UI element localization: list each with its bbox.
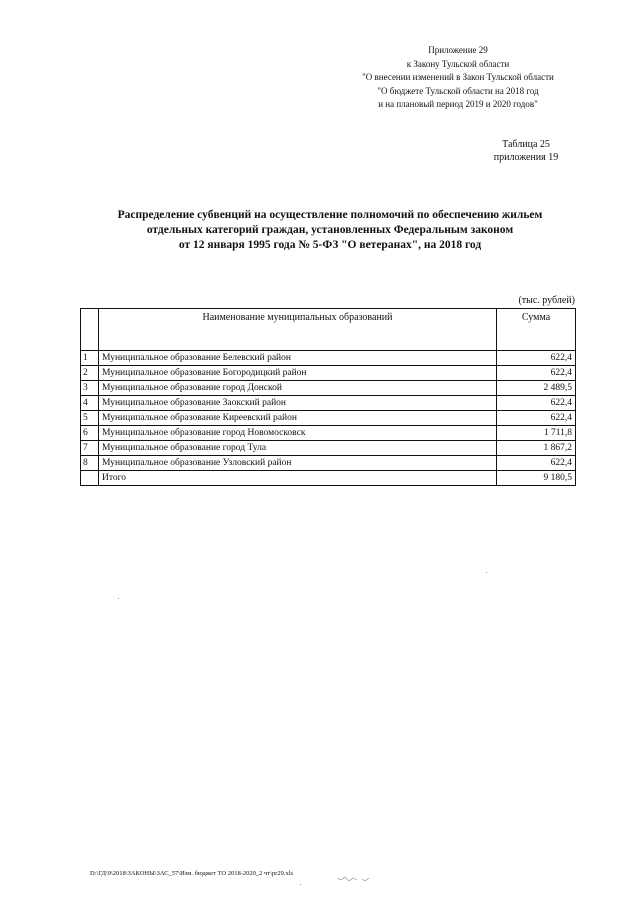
header-name-cell: Наименование муниципальных образований [99,309,497,351]
table-row [81,381,576,396]
table-row [81,456,576,471]
table-row [81,426,576,441]
scan-artifact-icon [336,876,372,882]
title-line-1: Распределение субвенций на осуществление полномочий по обеспечению жильем [117,209,543,221]
row-num: 2 [81,366,99,381]
title-line-3: от 12 января 1995 года № 5-ФЗ "О ветеранах", на 2018 год [178,239,482,251]
row-num: 7 [81,441,99,456]
row-sum: 1 867,2 [497,441,576,456]
table-header-row [81,309,576,351]
header-num-cell [81,309,99,351]
row-num: 5 [81,411,99,426]
appendix-line-2: к Закону Тульской области [406,58,510,69]
appendix-line-5: и на плановый период 2019 и 2020 годов" [378,99,538,109]
appendix-line-3: "О внесении изменений в Закон Тульской области [362,72,554,82]
row-sum: 2 489,5 [497,381,576,396]
row-sum: 622,4 [497,396,576,411]
table-body [81,351,576,486]
row-name: Муниципальное образование Белевский район [99,351,497,366]
subsidy-table [80,308,576,486]
appendix-header [352,44,564,112]
total-num-cell [81,471,99,486]
title-line-2: отдельных категорий граждан, установленных Федеральным законом [146,224,514,236]
row-num: 8 [81,456,99,471]
row-name: Муниципальное образование город Тула [99,441,497,456]
table-row [81,396,576,411]
table-row [81,411,576,426]
row-name: Муниципальное образование Заокский район [99,396,497,411]
table-total-row [81,471,576,486]
row-sum: 622,4 [497,411,576,426]
table-row [81,351,576,366]
units-label: (тыс. рублей) [518,295,575,306]
row-sum: 1 711,8 [497,426,576,441]
row-name: Муниципальное образование Узловский район [99,456,497,471]
row-sum: 622,4 [497,366,576,381]
table-ref-line-2: приложения 19 [493,152,559,163]
table-row [81,366,576,381]
table-row [81,441,576,456]
row-name: Муниципальное образование город Новомосковск [99,426,497,441]
total-label: Итого [99,471,497,486]
row-num: 6 [81,426,99,441]
appendix-line-1: Приложение 29 [428,45,488,55]
total-sum: 9 180,5 [497,471,576,486]
table-ref-line-1: Таблица 25 [502,139,550,150]
appendix-line-4: "О бюджете Тульской области на 2018 год [377,85,539,96]
document-title [80,208,580,253]
header-sum-cell: Сумма [497,309,576,351]
row-sum: 622,4 [497,456,576,471]
scan-speck [486,572,487,573]
row-name: Муниципальное образование город Донской [99,381,497,396]
file-path-footer: D:\ГД\9\2018\ЗАКОНЫ\ЗАС_57\Изм. бюджет ТО 2018-2020_2 чт\pr29.xls [90,870,294,877]
row-name: Муниципальное образование Киреевский район [99,411,497,426]
row-num: 3 [81,381,99,396]
row-num: 4 [81,396,99,411]
table-reference [480,138,572,164]
row-num: 1 [81,351,99,366]
row-name: Муниципальное образование Богородицкий район [99,366,497,381]
row-sum: 622,4 [497,351,576,366]
scan-speck [118,598,119,599]
scan-speck [300,884,301,885]
